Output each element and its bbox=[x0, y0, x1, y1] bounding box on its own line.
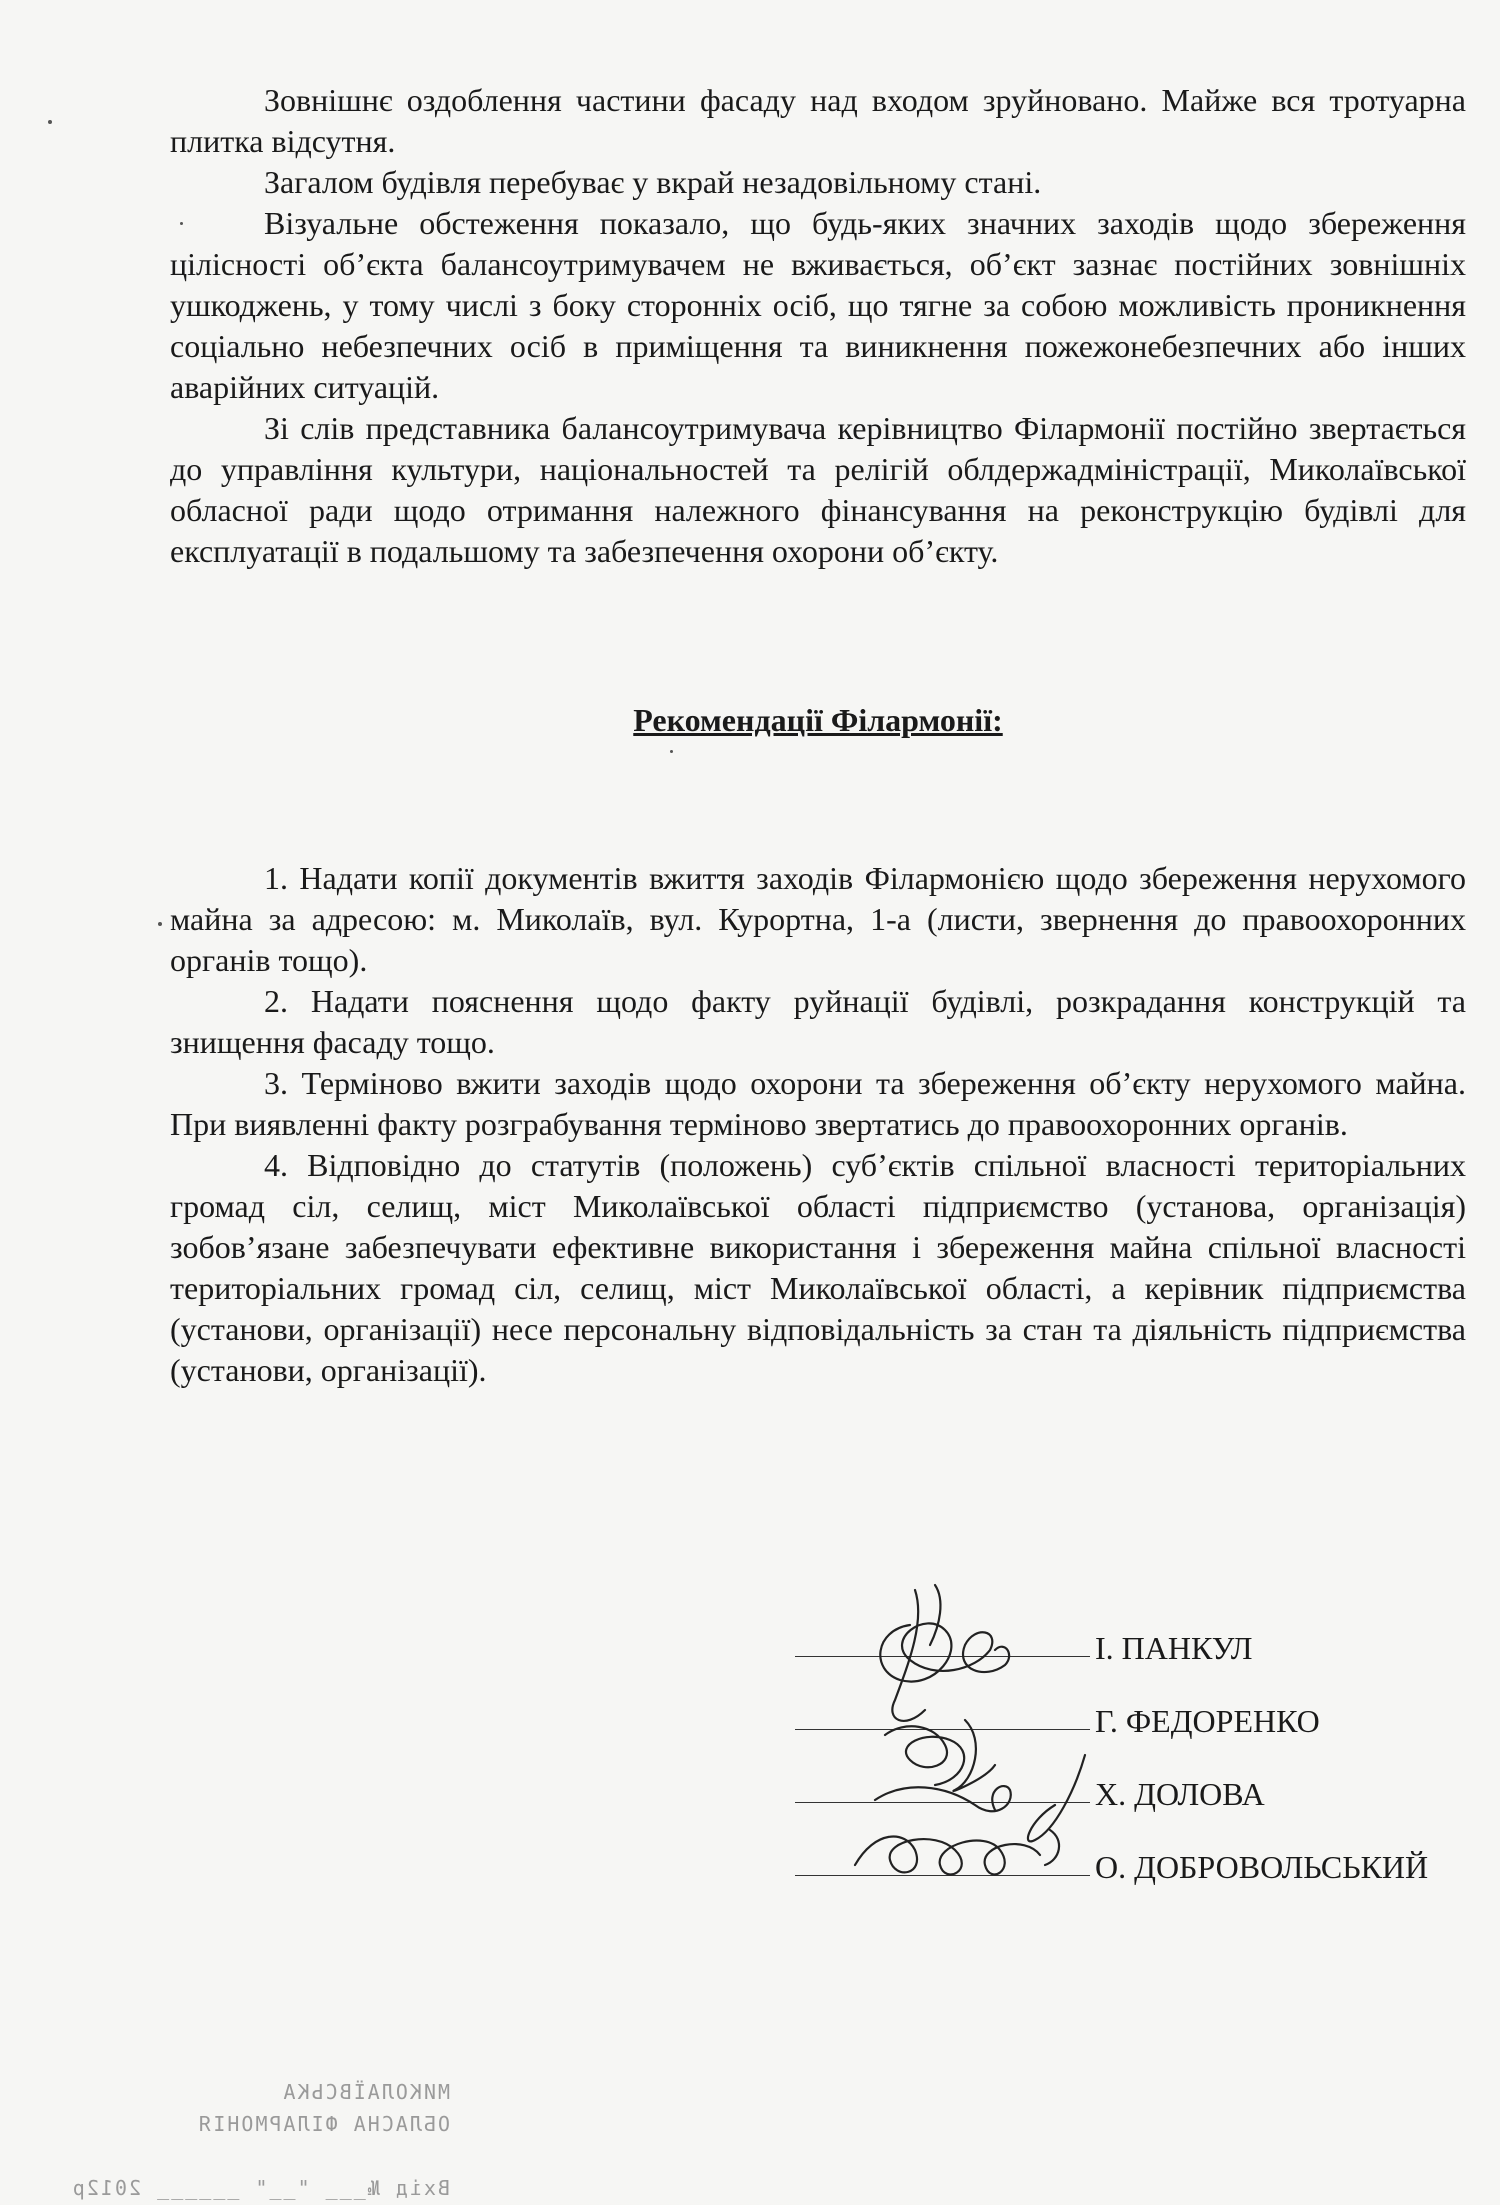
paragraph: Зі слів представника балансоутримувача керівництво Філармонії постійно звертається до управління культури, національностей та релігій облдержадміністрації, Миколаївської обласної ради щодо отримання належного фінансування на реконструкцію будівлі для експлуатації в подальшому та забезпечення охорони об’єкту. bbox=[170, 410, 1466, 569]
handwritten-signatures bbox=[815, 1530, 1145, 1900]
scan-speck bbox=[158, 922, 162, 926]
recommendations-list bbox=[170, 858, 1466, 1391]
body-text bbox=[170, 80, 1466, 572]
scan-speck bbox=[670, 750, 673, 753]
stamp-line: ОБЛАСНА ФІЛАРМОНІЯ bbox=[197, 2112, 450, 2136]
scan-speck bbox=[180, 222, 183, 225]
recommendation-item: 3. Терміново вжити заходів щодо охорони та збереження об’єкту нерухомого майна. При виявленні факту розграбування терміново звертатись до правоохоронних органів. bbox=[170, 1065, 1466, 1142]
signatory-name: Х. ДОЛОВА bbox=[1095, 1776, 1265, 1812]
stamp-line: Вхід №___ "__" ______ 2012р bbox=[70, 2176, 450, 2200]
recommendation-item: 2. Надати пояснення щодо факту руйнації будівлі, розкрадання конструкцій та знищення фасаду тощо. bbox=[170, 983, 1466, 1060]
signatory-name: І. ПАНКУЛ bbox=[1095, 1630, 1253, 1666]
scan-speck bbox=[48, 120, 52, 124]
paragraph: Візуальне обстеження показало, що будь-яких значних заходів щодо збереження цілісності об’єкта балансоутримувачем не вживається, об’єкт зазнає постійних зовнішніх ушкоджень, у тому числі з боку сторонніх осіб, що тягне за собою можливість проникнення соціально небезпечних осіб в приміщення та виникнення пожежонебезпечних або інших аварійних ситуацій. bbox=[170, 205, 1466, 405]
recommendations-heading: Рекомендації Філармонії: bbox=[633, 702, 1003, 738]
recommendation-item: 4. Відповідно до статутів (положень) суб’єктів спільної власності територіальних громад сіл, селищ, міст Миколаївської області підприємство (установа, організація) зобов’язане забезпечувати ефективне використання і збереження майна спільної власності територіальних громад сіл, селищ, міст Миколаївської області, а керівник підприємства (установи, організації) несе персональну відповідальність за стан та діяльність підприємства (установи, організації). bbox=[170, 1147, 1466, 1388]
signatory-name: Г. ФЕДОРЕНКО bbox=[1095, 1703, 1320, 1739]
registration-stamp bbox=[70, 2080, 450, 2200]
paragraph: Загалом будівля перебуває у вкрай незадовільному стані. bbox=[264, 164, 1042, 200]
recommendation-item: 1. Надати копії документів вжиття заходів Філармонією щодо збереження нерухомого майна за адресою: м. Миколаїв, вул. Курортна, 1-а (листи, звернення до правоохоронних органів тощо). bbox=[170, 860, 1466, 978]
stamp-line: МИКОЛАЇВСЬКА bbox=[281, 2080, 450, 2104]
paragraph: Зовнішнє оздоблення частини фасаду над входом зруйновано. Майже вся тротуарна плитка відсутня. bbox=[170, 82, 1466, 159]
signatory-name: О. ДОБРОВОЛЬСЬКИЙ bbox=[1095, 1849, 1429, 1885]
